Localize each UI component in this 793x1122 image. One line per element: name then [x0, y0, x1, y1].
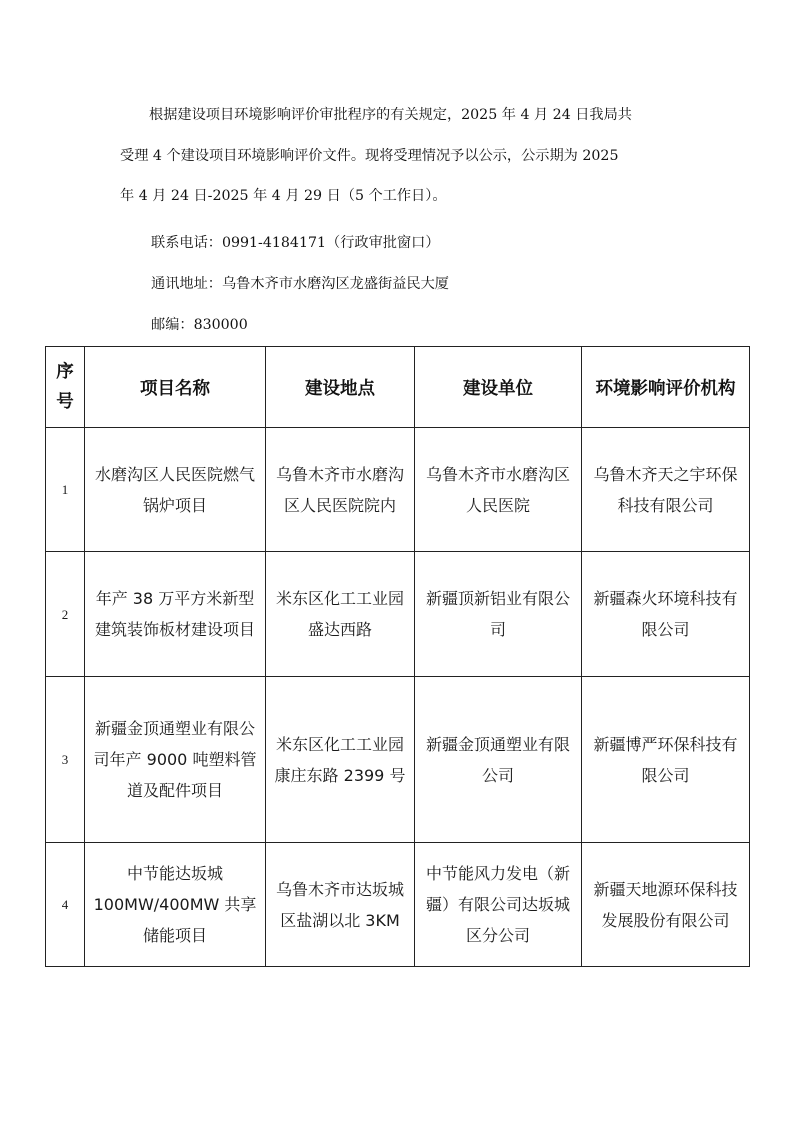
table-header-row: [46, 347, 750, 428]
table-row: [46, 843, 750, 967]
header-seq: 序号: [46, 347, 85, 428]
row-construction-unit: 新疆金顶通塑业有限公司: [415, 677, 582, 843]
row-location: 米东区化工工业园康庄东路 2399 号: [266, 677, 415, 843]
row-eia-agency: 乌鲁木齐天之宇环保科技有限公司: [582, 428, 750, 552]
row-eia-agency: 新疆森火环境科技有限公司: [582, 552, 750, 677]
table-row: [46, 428, 750, 552]
row-construction-unit: 新疆顶新铝业有限公司: [415, 552, 582, 677]
row-project-name: 水磨沟区人民医院燃气锅炉项目: [85, 428, 266, 552]
row-location: 米东区化工工业园盛达西路: [266, 552, 415, 677]
intro-line-2: 受理 4 个建设项目环境影响评价文件。现将受理情况予以公示，公示期为 2025: [120, 147, 619, 164]
header-construction-unit: 建设单位: [415, 347, 582, 428]
row-seq: 1: [46, 428, 85, 552]
row-seq: 2: [46, 552, 85, 677]
contact-address: 通讯地址：乌鲁木齐市水磨沟区龙盛街益民大厦: [151, 276, 449, 292]
contact-phone: 联系电话：0991-4184171（行政审批窗口）: [151, 235, 440, 251]
row-location: 乌鲁木齐市达坂城区盐湖以北 3KM: [266, 843, 415, 967]
table-row: [46, 677, 750, 843]
intro-paragraph: [120, 95, 680, 217]
row-location: 乌鲁木齐市水磨沟区人民医院院内: [266, 428, 415, 552]
row-seq: 4: [46, 843, 85, 967]
intro-line-1: 根据建设项目环境影响评价审批程序的有关规定，2025 年 4 月 24 日我局共: [149, 107, 632, 123]
project-table: [45, 346, 750, 967]
postal-code: 邮编：830000: [151, 317, 248, 333]
row-eia-agency: 新疆博严环保科技有限公司: [582, 677, 750, 843]
row-construction-unit: 乌鲁木齐市水磨沟区人民医院: [415, 428, 582, 552]
intro-line-3: 年 4 月 24 日-2025 年 4 月 29 日（5 个工作日）。: [120, 188, 447, 204]
header-location: 建设地点: [266, 347, 415, 428]
row-project-name: 年产 38 万平方米新型建筑装饰板材建设项目: [85, 552, 266, 677]
row-project-name: 中节能达坂城 100MW/400MW 共享储能项目: [85, 843, 266, 967]
row-seq: 3: [46, 677, 85, 843]
header-eia-agency: 环境影响评价机构: [582, 347, 750, 428]
header-project-name: 项目名称: [85, 347, 266, 428]
row-construction-unit: 中节能风力发电（新疆）有限公司达坂城区分公司: [415, 843, 582, 967]
row-project-name: 新疆金顶通塑业有限公司年产 9000 吨塑料管道及配件项目: [85, 677, 266, 843]
table-row: [46, 552, 750, 677]
row-eia-agency: 新疆天地源环保科技发展股份有限公司: [582, 843, 750, 967]
